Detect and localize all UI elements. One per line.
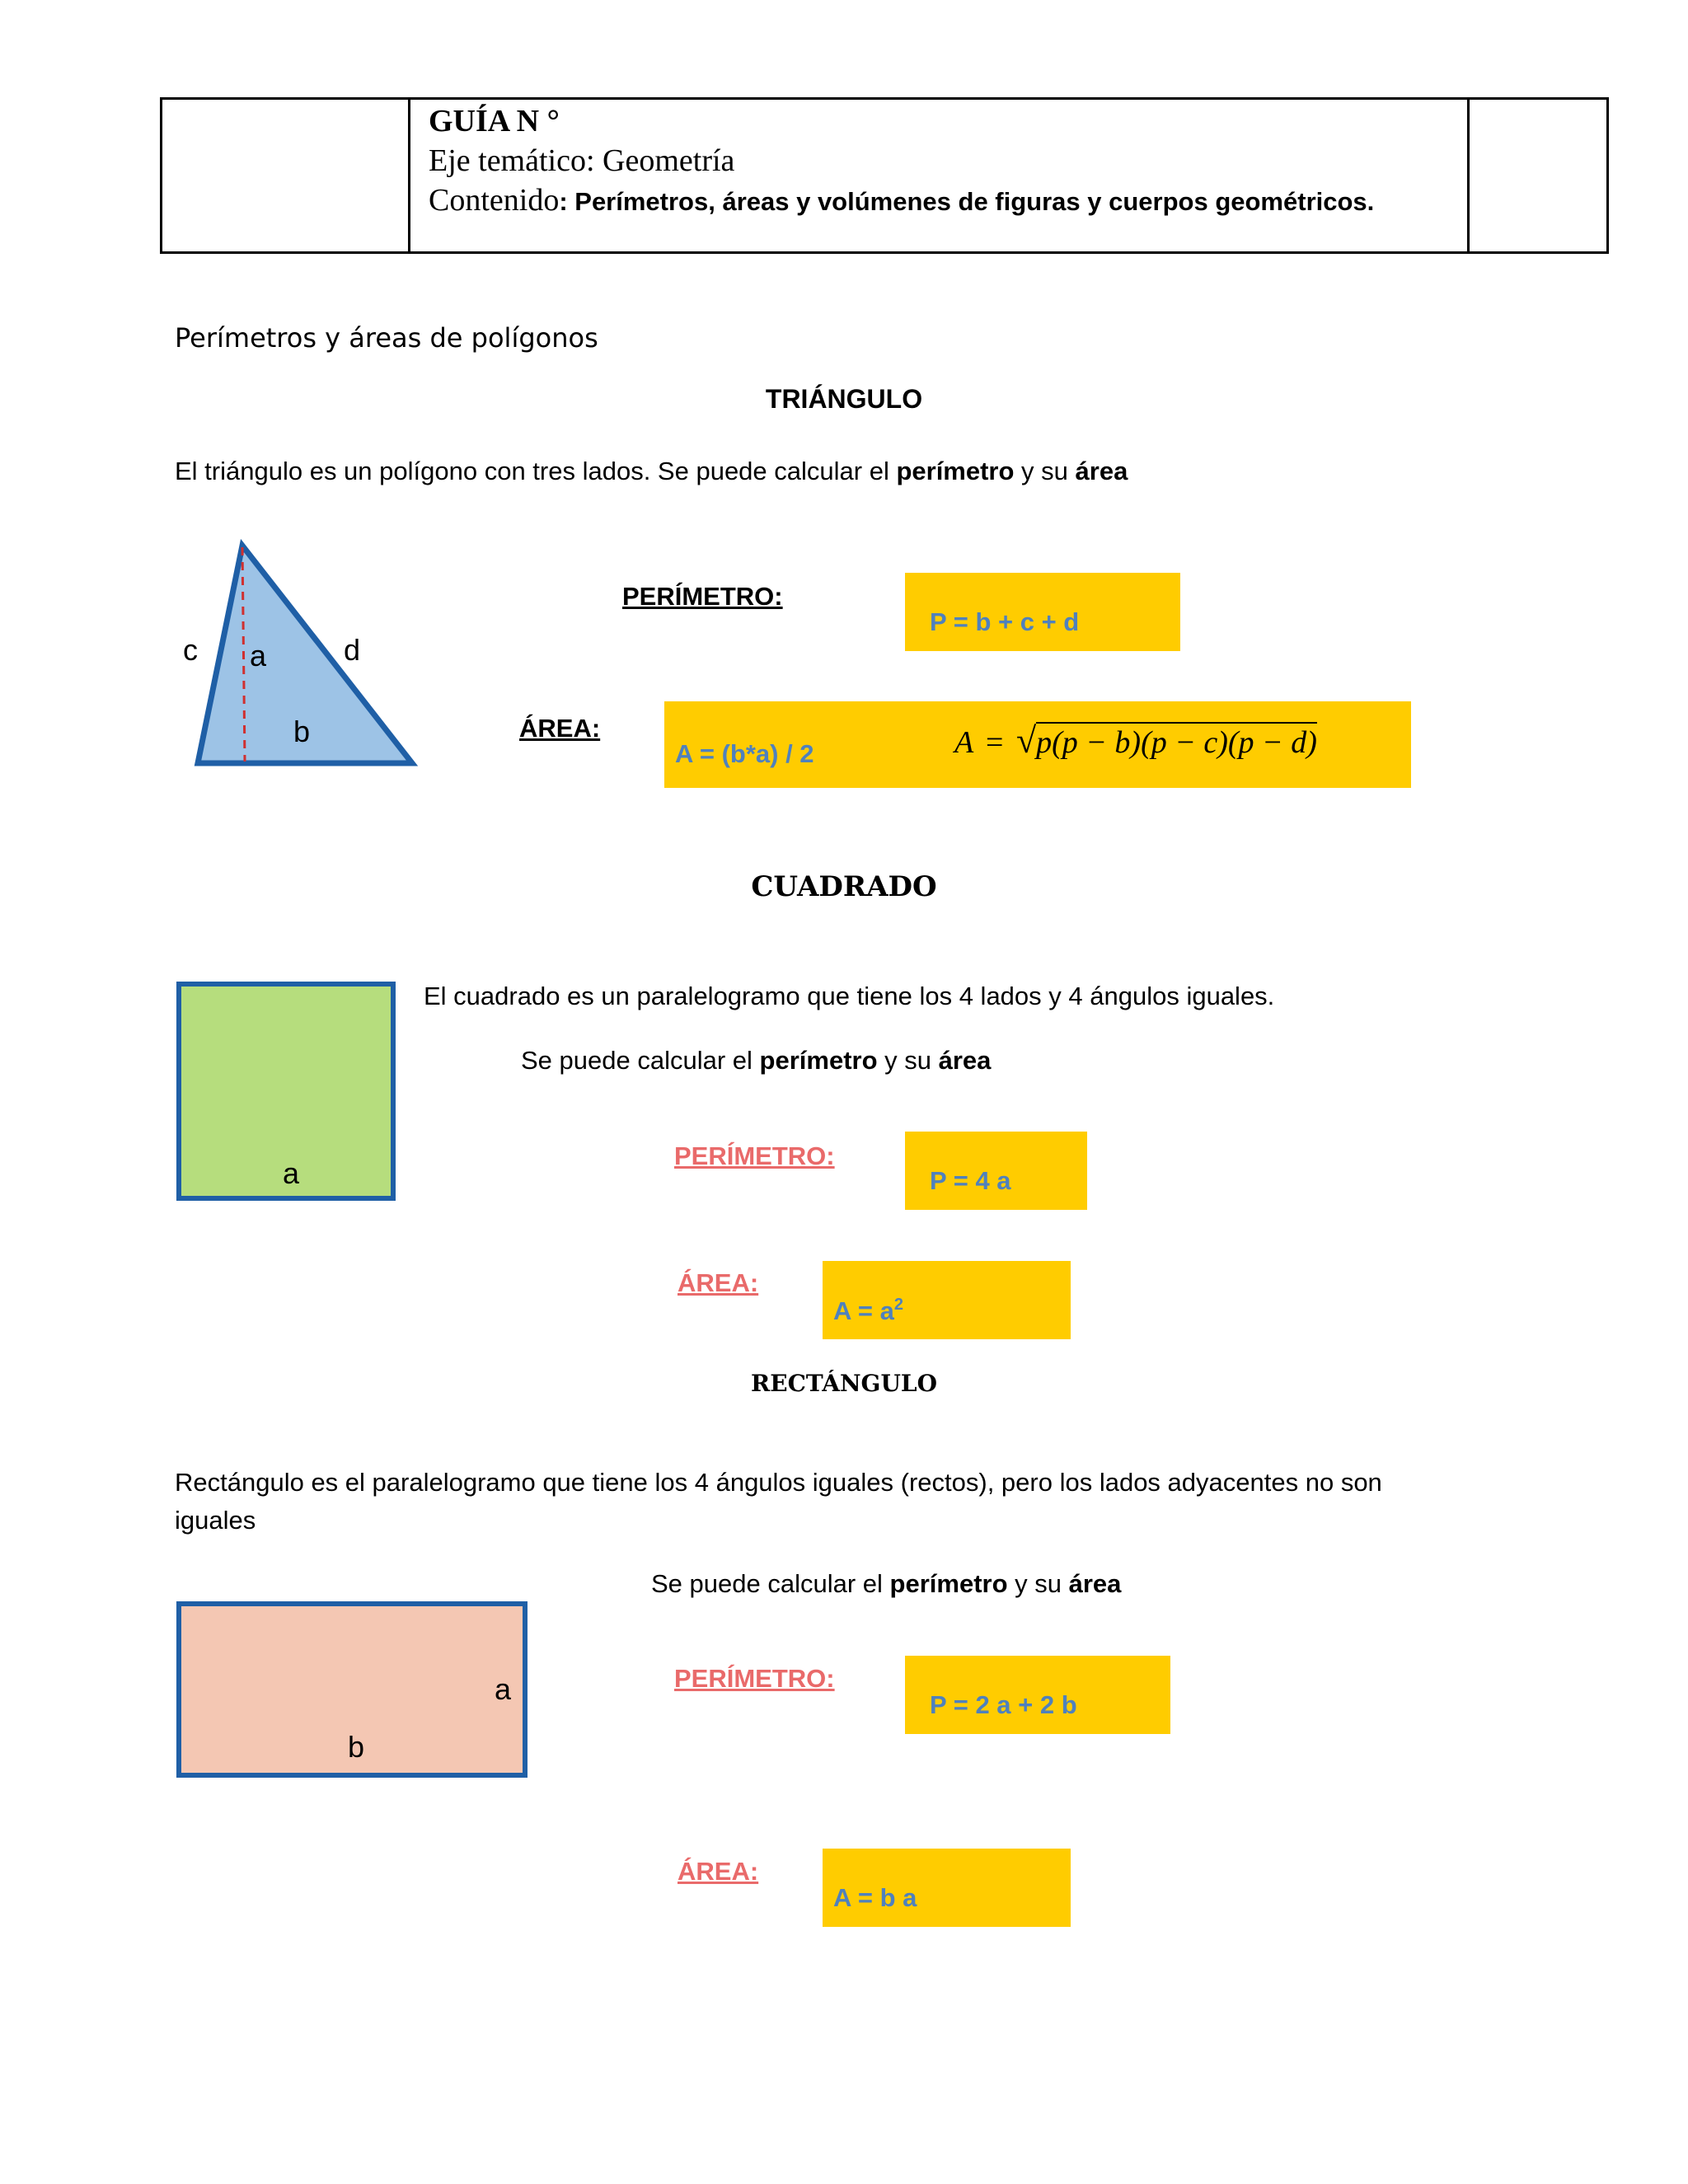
rectangle-desc2-perimeter: perímetro [889, 1569, 1008, 1598]
rectangle-title: RECTÁNGULO [751, 1370, 937, 1397]
square-desc2-area: área [938, 1046, 992, 1075]
rectangle-label-b: b [348, 1730, 365, 1764]
rectangle-area-formula: A = b a [833, 1883, 917, 1912]
contenido-value: : Perímetros, áreas y volúmenes de figuras y cuerpos geométricos. [559, 187, 1375, 216]
triangle-desc-area: área [1075, 457, 1128, 485]
header-cell-main [410, 100, 1470, 251]
heron-lhs: A [954, 725, 973, 760]
sqrt-icon: √ [1015, 720, 1037, 761]
triangle-desc-text: El triángulo es un polígono con tres lados. Se puede calcular el [175, 457, 897, 485]
rectangle-shape [176, 1601, 528, 1778]
intro-heading: Perímetros y áreas de polígonos [175, 322, 598, 354]
contenido-label: Contenido [429, 183, 560, 218]
square-description: El cuadrado es un paralelogramo que tiene los 4 lados y 4 ángulos iguales. [424, 982, 1275, 1010]
square-desc2-mid: y su [877, 1046, 939, 1075]
rectangle-perimeter-label: PERÍMETRO: [674, 1664, 835, 1693]
triangle-area-formula: A = (b*a) / 2 [675, 739, 814, 768]
square-desc2-perimeter: perímetro [759, 1046, 878, 1075]
triangle-perimeter-label: PERÍMETRO: [622, 582, 783, 611]
triangle-area-box [664, 701, 1411, 788]
rectangle-perimeter-formula: P = 2 a + 2 b [930, 1690, 1077, 1719]
triangle-description [175, 452, 1128, 490]
rectangle-desc-line1: Rectángulo es el paralelogramo que tiene los 4 ángulos iguales (rectos), pero los lados adyacentes no son [175, 1468, 1382, 1497]
rectangle-desc-line2: iguales [175, 1506, 256, 1535]
triangle-label-a: a [250, 639, 267, 673]
rectangle-desc2-mid: y su [1007, 1569, 1069, 1598]
rectangle-description-2 [651, 1565, 1121, 1603]
rectangle-perimeter-box [905, 1656, 1170, 1734]
rectangle-area-label: ÁREA: [678, 1857, 759, 1886]
square-area-box [823, 1261, 1071, 1339]
heron-equals: = [986, 725, 1004, 760]
square-area-label: ÁREA: [678, 1268, 759, 1297]
triangle-perimeter-box [905, 573, 1180, 651]
square-desc2-text: Se puede calcular el [521, 1046, 760, 1075]
square-perimeter-formula: P = 4 a [930, 1166, 1011, 1195]
square-area-base: A = a [833, 1296, 894, 1325]
rectangle-area-box [823, 1849, 1071, 1927]
triangle-perimeter-formula: P = b + c + d [930, 607, 1080, 636]
triangle-title: TRIÁNGULO [765, 384, 923, 414]
header-cell-left [162, 100, 410, 251]
rectangle-desc2-area: área [1068, 1569, 1122, 1598]
heron-radicand: p(p − b)(p − c)(p − d) [1036, 722, 1317, 760]
header-table [160, 97, 1609, 254]
square-area-exponent: 2 [893, 1296, 903, 1314]
rectangle-desc2-text: Se puede calcular el [651, 1569, 890, 1598]
triangle-area-label: ÁREA: [519, 714, 601, 743]
rectangle-description [175, 1464, 1493, 1540]
rectangle-label-a: a [495, 1672, 512, 1706]
triangle-desc-perimeter: perímetro [896, 457, 1015, 485]
triangle-label-b: b [293, 715, 311, 748]
header-cell-right [1470, 100, 1606, 251]
guia-title: GUÍA N ° [429, 104, 560, 138]
square-side-label: a [283, 1156, 300, 1190]
square-shape [176, 982, 396, 1201]
contenido-line [429, 180, 1467, 222]
triangle-label-c: c [183, 633, 198, 667]
heron-formula [954, 721, 1317, 762]
triangle-desc-mid: y su [1014, 457, 1076, 485]
square-title: CUADRADO [751, 870, 937, 903]
square-description-2 [521, 1042, 991, 1080]
square-area-formula [833, 1296, 903, 1326]
eje-tematico: Eje temático: Geometría [429, 143, 735, 178]
triangle-label-d: d [344, 633, 361, 667]
square-perimeter-box [905, 1132, 1087, 1210]
square-perimeter-label: PERÍMETRO: [674, 1141, 835, 1170]
